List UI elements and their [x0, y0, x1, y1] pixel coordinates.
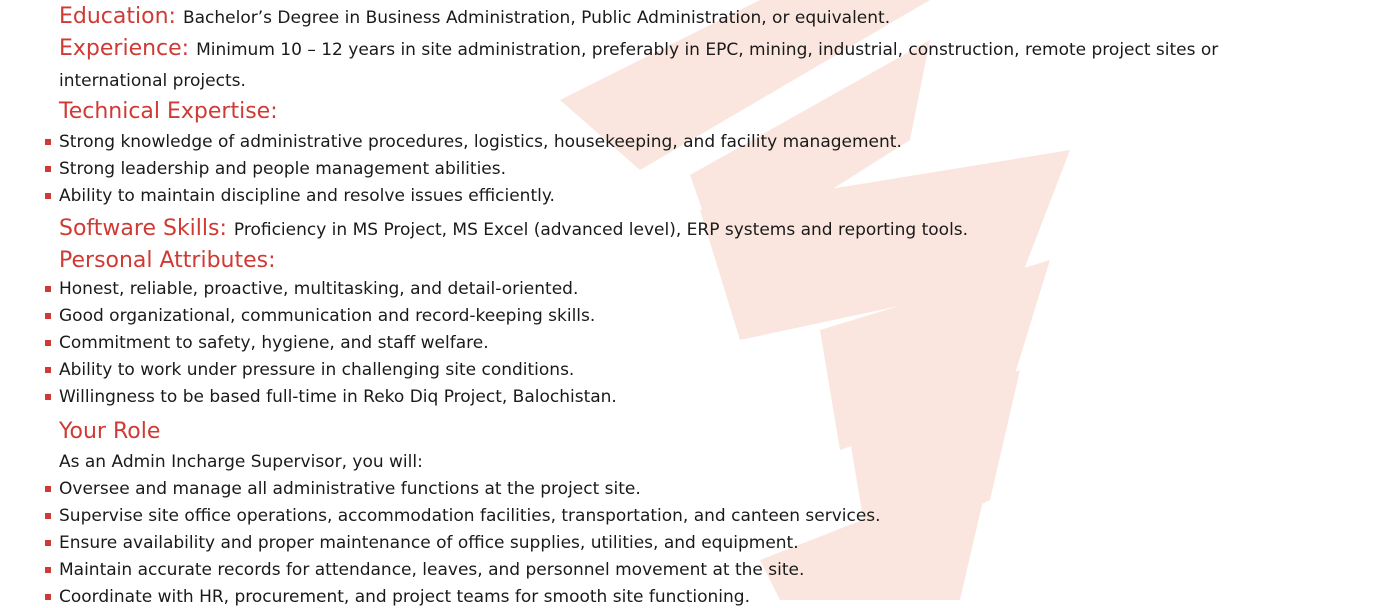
list-item: Strong leadership and people management abilities.: [59, 159, 507, 179]
software-skills-line: [59, 218, 968, 241]
list-item: Supervise site office operations, accommodation facilities, transportation, and canteen services.: [59, 506, 881, 526]
experience-text: Minimum 10 – 12 years in site administration, preferably in EPC, mining, industrial, construction, remote project sites or: [196, 40, 1219, 60]
list-item: Ability to work under pressure in challenging site conditions.: [59, 360, 575, 380]
experience-label: Experience:: [59, 36, 190, 61]
list-item: Good organizational, communication and record-keeping skills.: [59, 306, 596, 326]
experience-continuation: international projects.: [59, 71, 246, 91]
list-item: Honest, reliable, proactive, multitasking, and detail-oriented.: [59, 279, 579, 299]
list-item: Coordinate with HR, procurement, and project teams for smooth site functioning.: [59, 587, 750, 607]
personal-attributes-heading: Personal Attributes:: [59, 248, 276, 273]
your-role-heading: Your Role: [59, 419, 161, 444]
list-item: Ability to maintain discipline and resolve issues efficiently.: [59, 186, 555, 206]
your-role-intro: As an Admin Incharge Supervisor, you will:: [59, 452, 423, 472]
software-skills-text: Proficiency in MS Project, MS Excel (advanced level), ERP systems and reporting tools.: [233, 220, 969, 240]
education-label: Education:: [59, 4, 176, 29]
software-skills-label: Software Skills:: [59, 216, 227, 241]
list-item: Ensure availability and proper maintenance of office supplies, utilities, and equipment.: [59, 533, 799, 553]
education-text: Bachelor’s Degree in Business Administration, Public Administration, or equivalent.: [182, 8, 891, 28]
list-item: Willingness to be based full-time in Reko Diq Project, Balochistan.: [59, 387, 617, 407]
list-item: Oversee and manage all administrative functions at the project site.: [59, 479, 641, 499]
experience-line: [59, 38, 1218, 61]
education-line: [59, 6, 890, 29]
list-item: Strong knowledge of administrative procedures, logistics, housekeeping, and facility management.: [59, 132, 902, 152]
list-item: Commitment to safety, hygiene, and staff welfare.: [59, 333, 489, 353]
list-item: Maintain accurate records for attendance, leaves, and personnel movement at the site.: [59, 560, 805, 580]
technical-expertise-heading: Technical Expertise:: [59, 99, 278, 124]
